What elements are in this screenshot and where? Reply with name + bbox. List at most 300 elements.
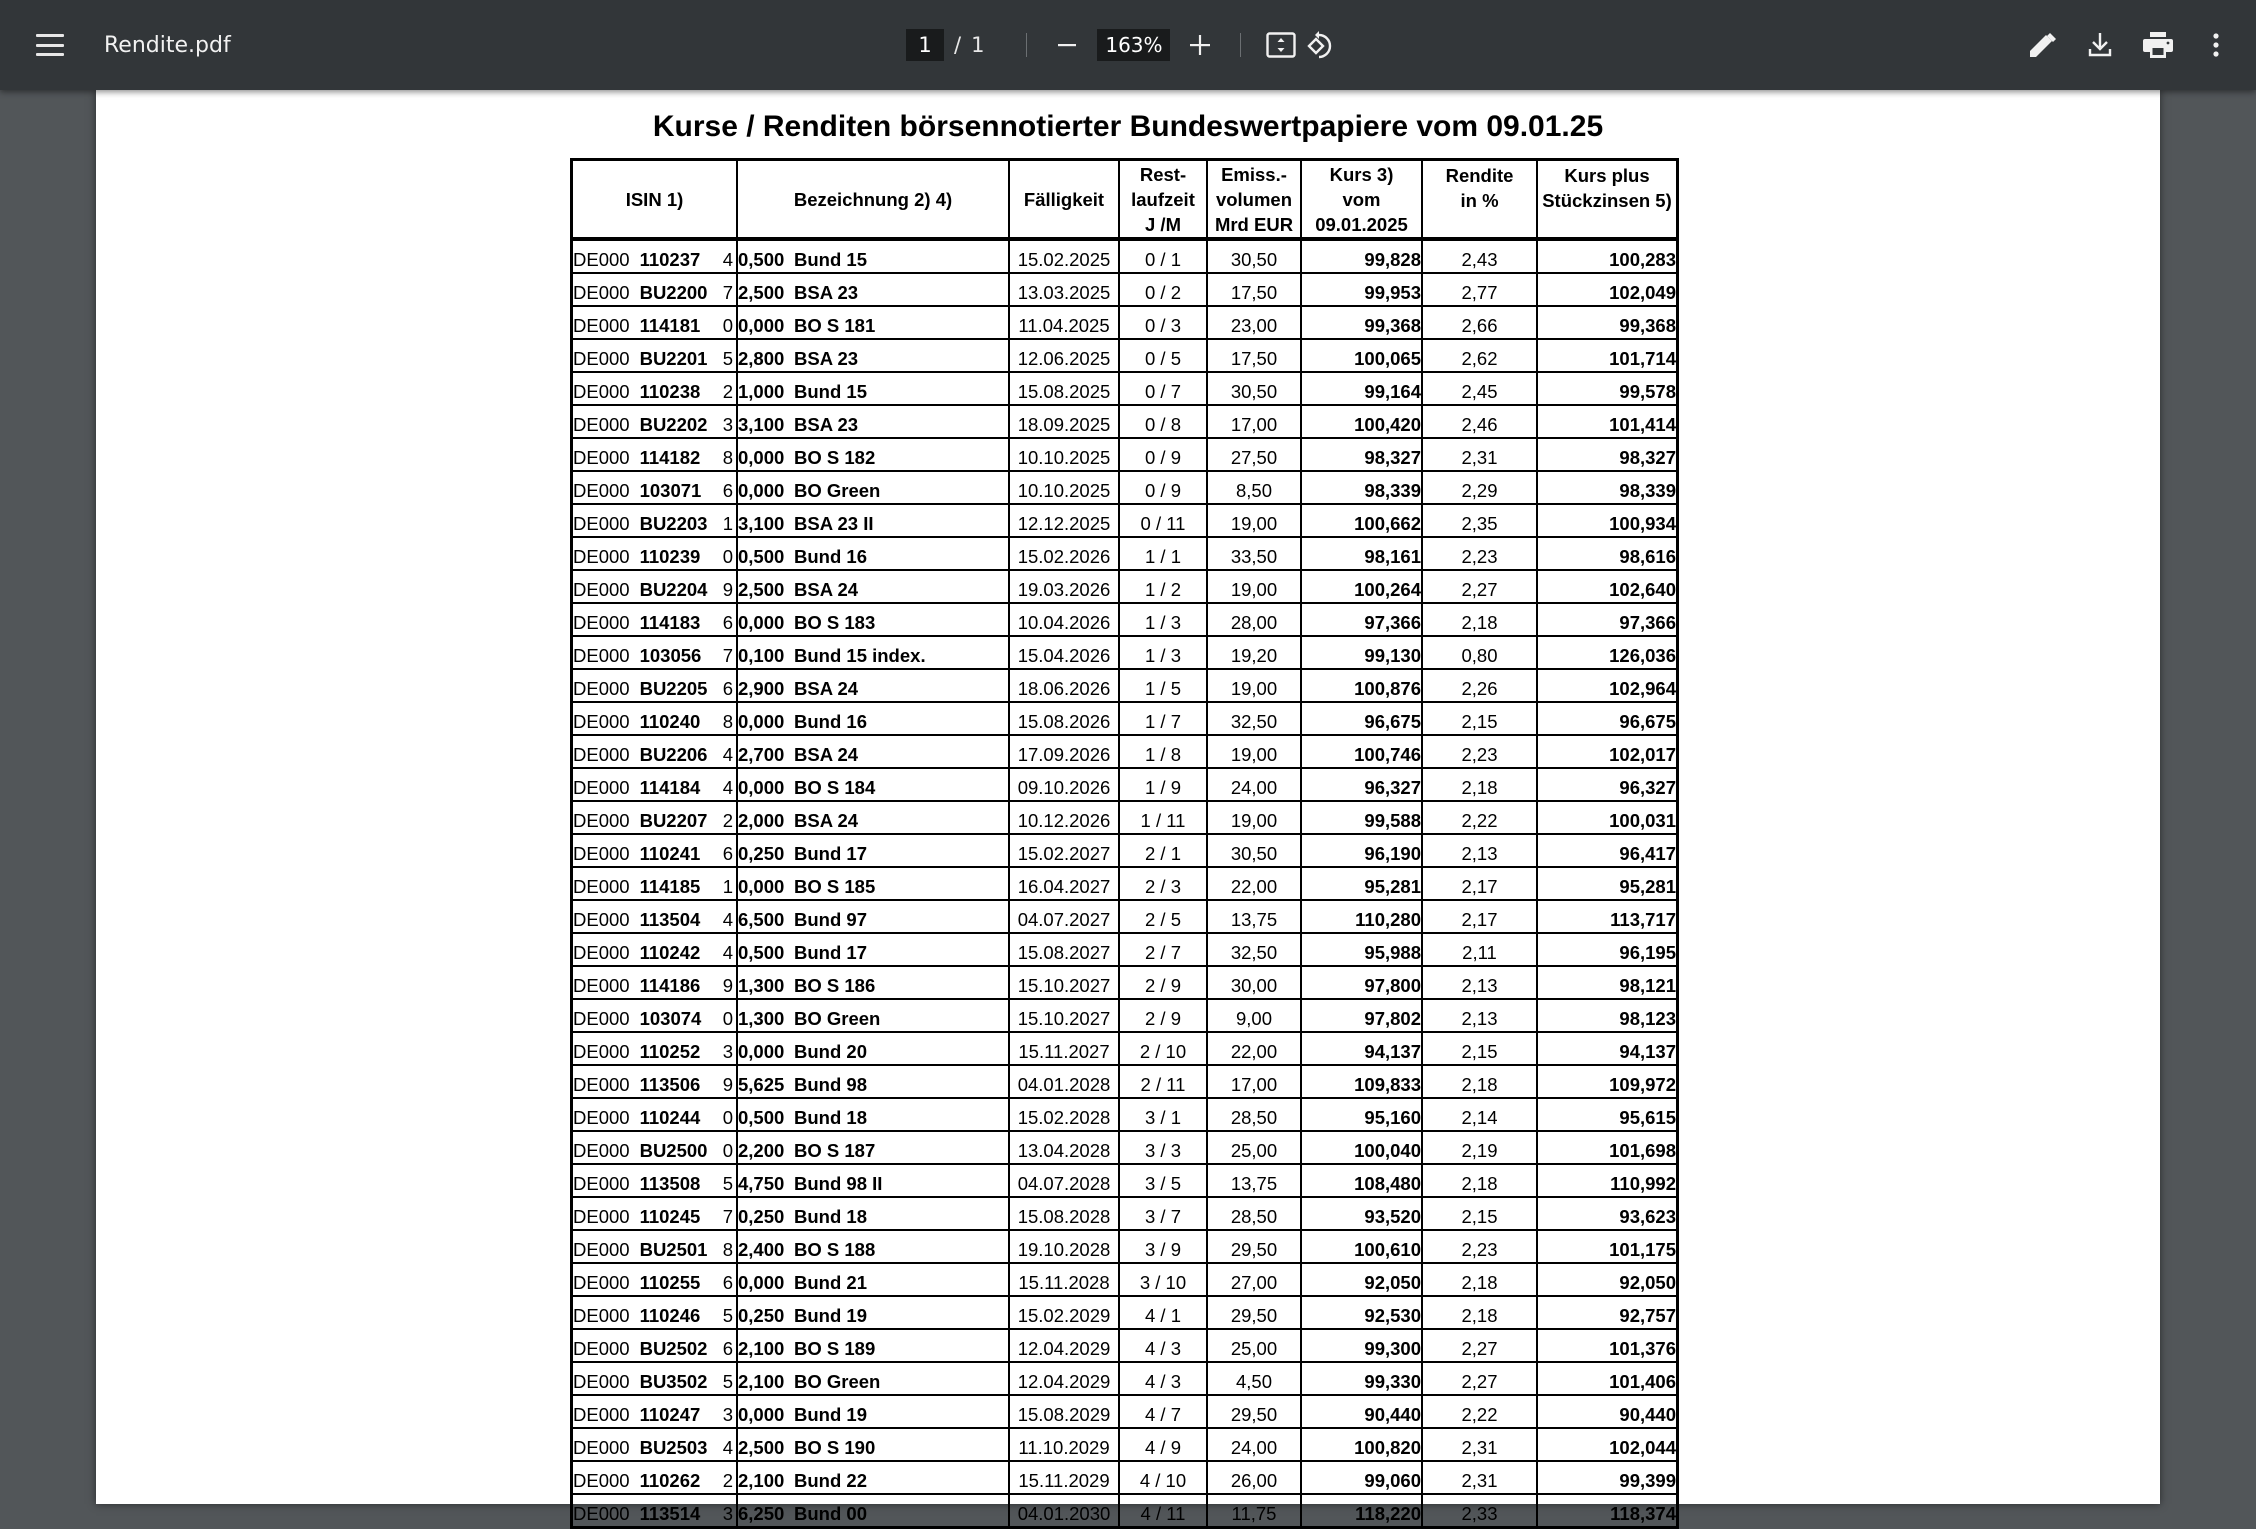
isin-check-digit: 3 — [722, 1404, 733, 1425]
cell-isin — [572, 239, 738, 273]
cell-isin — [572, 570, 738, 603]
hamburger-menu-icon[interactable] — [36, 34, 64, 56]
cell-yield: 2,31 — [1422, 438, 1537, 471]
coupon: 0,000 — [738, 777, 785, 798]
cell-price: 96,190 — [1301, 834, 1422, 867]
isin-check-digit: 2 — [722, 1470, 733, 1491]
header-line: laufzeit — [1131, 188, 1195, 210]
cell-issue-volume: 17,50 — [1207, 273, 1301, 306]
table-row — [572, 1461, 1678, 1494]
bond-name: Bund 19 — [794, 1305, 867, 1326]
table-row — [572, 1263, 1678, 1296]
cell-remaining-term: 2 / 9 — [1119, 966, 1207, 999]
cell-price: 99,588 — [1301, 801, 1422, 834]
cell-issue-volume: 27,00 — [1207, 1263, 1301, 1296]
cell-maturity: 19.03.2026 — [1009, 570, 1119, 603]
toolbar-divider — [1026, 33, 1027, 57]
cell-yield: 2,31 — [1422, 1428, 1537, 1461]
cell-isin — [572, 702, 738, 735]
cell-dirty-price: 102,640 — [1537, 570, 1678, 603]
table-row — [572, 603, 1678, 636]
cell-maturity: 04.01.2028 — [1009, 1065, 1119, 1098]
cell-isin — [572, 1428, 738, 1461]
page-total: 1 — [971, 33, 985, 57]
header-line: Kurs plus — [1564, 165, 1650, 186]
cell-yield: 2,35 — [1422, 504, 1537, 537]
cell-remaining-term: 2 / 11 — [1119, 1065, 1207, 1098]
header-isin: ISIN 1) — [572, 160, 738, 240]
header-line: Emiss.- — [1221, 163, 1287, 185]
rotate-button[interactable] — [1301, 25, 1341, 65]
bond-name: BO Green — [794, 1371, 881, 1392]
cell-remaining-term: 4 / 9 — [1119, 1428, 1207, 1461]
cell-issue-volume: 29,50 — [1207, 1395, 1301, 1428]
cell-remaining-term: 3 / 5 — [1119, 1164, 1207, 1197]
isin-code: BU2205 — [639, 678, 708, 699]
cell-yield: 2,18 — [1422, 1296, 1537, 1329]
cell-yield: 0,80 — [1422, 636, 1537, 669]
cell-price: 99,130 — [1301, 636, 1422, 669]
coupon: 0,000 — [738, 480, 785, 501]
cell-remaining-term: 0 / 9 — [1119, 438, 1207, 471]
cell-dirty-price: 96,327 — [1537, 768, 1678, 801]
bond-name: Bund 98 — [794, 1074, 867, 1095]
table-row — [572, 1032, 1678, 1065]
cell-isin — [572, 603, 738, 636]
cell-dirty-price: 101,698 — [1537, 1131, 1678, 1164]
table-row — [572, 1131, 1678, 1164]
bond-name: BSA 23 — [794, 282, 859, 303]
cell-price: 108,480 — [1301, 1164, 1422, 1197]
cell-issue-volume: 29,50 — [1207, 1296, 1301, 1329]
cell-issue-volume: 30,50 — [1207, 834, 1301, 867]
bond-name: BSA 23 — [794, 348, 859, 369]
cell-isin — [572, 1296, 738, 1329]
cell-issue-volume: 22,00 — [1207, 1032, 1301, 1065]
cell-maturity: 13.04.2028 — [1009, 1131, 1119, 1164]
table-row — [572, 1230, 1678, 1263]
cell-dirty-price: 101,175 — [1537, 1230, 1678, 1263]
isin-check-digit: 9 — [722, 579, 733, 600]
cell-bezeichnung — [737, 570, 1009, 603]
cell-remaining-term: 1 / 9 — [1119, 768, 1207, 801]
cell-price: 95,281 — [1301, 867, 1422, 900]
cell-remaining-term: 2 / 7 — [1119, 933, 1207, 966]
cell-issue-volume: 4,50 — [1207, 1362, 1301, 1395]
bond-name: Bund 17 — [794, 942, 867, 963]
rotate-counterclockwise-icon — [1306, 30, 1336, 60]
cell-yield: 2,22 — [1422, 801, 1537, 834]
coupon: 4,750 — [738, 1173, 785, 1194]
zoom-in-button[interactable] — [1180, 25, 1220, 65]
table-row — [572, 339, 1678, 372]
cell-yield: 2,15 — [1422, 702, 1537, 735]
pdf-page — [96, 90, 2160, 1524]
cell-remaining-term: 0 / 8 — [1119, 405, 1207, 438]
cell-issue-volume: 24,00 — [1207, 1428, 1301, 1461]
bond-name: Bund 16 — [794, 546, 867, 567]
cell-issue-volume: 19,00 — [1207, 669, 1301, 702]
isin-check-digit: 9 — [722, 975, 733, 996]
coupon: 0,000 — [738, 1272, 785, 1293]
bond-name: Bund 22 — [794, 1470, 867, 1491]
isin-code: 110238 — [639, 381, 701, 402]
cell-price: 100,610 — [1301, 1230, 1422, 1263]
cell-yield: 2,23 — [1422, 537, 1537, 570]
cell-bezeichnung — [737, 1098, 1009, 1131]
table-row — [572, 867, 1678, 900]
table-row — [572, 537, 1678, 570]
cell-dirty-price: 113,717 — [1537, 900, 1678, 933]
cell-price: 97,366 — [1301, 603, 1422, 636]
cell-maturity: 15.02.2028 — [1009, 1098, 1119, 1131]
isin-code: 110244 — [639, 1107, 701, 1128]
isin-check-digit: 7 — [722, 282, 733, 303]
table-row — [572, 1329, 1678, 1362]
cell-price: 110,280 — [1301, 900, 1422, 933]
isin-prefix: DE000 — [573, 480, 630, 501]
cell-dirty-price: 95,615 — [1537, 1098, 1678, 1131]
cell-isin — [572, 834, 738, 867]
isin-prefix: DE000 — [573, 1470, 630, 1491]
cell-dirty-price: 98,123 — [1537, 999, 1678, 1032]
cell-yield: 2,11 — [1422, 933, 1537, 966]
coupon: 2,000 — [738, 810, 785, 831]
cell-remaining-term: 0 / 9 — [1119, 471, 1207, 504]
bond-name: BSA 24 — [794, 810, 859, 831]
cell-remaining-term: 1 / 1 — [1119, 537, 1207, 570]
isin-prefix: DE000 — [573, 315, 630, 336]
isin-prefix: DE000 — [573, 348, 630, 369]
cell-isin — [572, 1098, 738, 1131]
download-button[interactable] — [2080, 25, 2120, 65]
table-row — [572, 1164, 1678, 1197]
cell-remaining-term: 3 / 3 — [1119, 1131, 1207, 1164]
cell-issue-volume: 9,00 — [1207, 999, 1301, 1032]
cell-yield: 2,29 — [1422, 471, 1537, 504]
isin-check-digit: 0 — [722, 1107, 733, 1128]
isin-check-digit: 6 — [722, 1272, 733, 1293]
cell-isin — [572, 339, 738, 372]
cell-price: 100,876 — [1301, 669, 1422, 702]
cell-yield: 2,15 — [1422, 1197, 1537, 1230]
isin-prefix: DE000 — [573, 843, 630, 864]
coupon: 6,250 — [738, 1503, 785, 1524]
cell-remaining-term: 0 / 11 — [1119, 504, 1207, 537]
cell-bezeichnung — [737, 1461, 1009, 1494]
isin-prefix: DE000 — [573, 777, 630, 798]
isin-check-digit: 1 — [722, 876, 733, 897]
bond-name: BO Green — [794, 480, 881, 501]
table-row — [572, 504, 1678, 537]
header-faelligkeit: Fälligkeit — [1009, 160, 1119, 240]
isin-prefix: DE000 — [573, 249, 630, 270]
cell-issue-volume: 22,00 — [1207, 867, 1301, 900]
cell-remaining-term: 4 / 3 — [1119, 1329, 1207, 1362]
cell-maturity: 18.06.2026 — [1009, 669, 1119, 702]
cell-bezeichnung — [737, 669, 1009, 702]
print-button[interactable] — [2138, 25, 2178, 65]
cell-issue-volume: 19,20 — [1207, 636, 1301, 669]
cell-bezeichnung — [737, 735, 1009, 768]
isin-code: 103056 — [639, 645, 702, 666]
cell-maturity: 12.12.2025 — [1009, 504, 1119, 537]
cell-maturity: 15.08.2025 — [1009, 372, 1119, 405]
cell-issue-volume: 23,00 — [1207, 306, 1301, 339]
bond-table — [570, 158, 1679, 1529]
isin-check-digit: 3 — [722, 1041, 733, 1062]
cell-maturity: 15.08.2028 — [1009, 1197, 1119, 1230]
cell-bezeichnung — [737, 1395, 1009, 1428]
table-row — [572, 966, 1678, 999]
bond-name: BSA 24 — [794, 678, 859, 699]
cell-dirty-price: 96,195 — [1537, 933, 1678, 966]
cell-issue-volume: 28,50 — [1207, 1098, 1301, 1131]
isin-code: BU2204 — [639, 579, 708, 600]
table-row — [572, 372, 1678, 405]
cell-issue-volume: 24,00 — [1207, 768, 1301, 801]
cell-bezeichnung — [737, 273, 1009, 306]
cell-issue-volume: 25,00 — [1207, 1131, 1301, 1164]
page-number-input[interactable]: 1 — [906, 29, 944, 61]
cell-price: 118,220 — [1301, 1494, 1422, 1528]
cell-issue-volume: 30,00 — [1207, 966, 1301, 999]
coupon: 2,100 — [738, 1338, 785, 1359]
table-row — [572, 1428, 1678, 1461]
toolbar-right — [2022, 0, 2236, 90]
coupon: 0,250 — [738, 1305, 785, 1326]
isin-check-digit: 5 — [722, 348, 733, 369]
cell-remaining-term: 4 / 11 — [1119, 1494, 1207, 1528]
cell-maturity: 15.10.2027 — [1009, 999, 1119, 1032]
bond-name: BSA 23 — [794, 414, 859, 435]
header-bezeichnung: Bezeichnung 2) 4) — [737, 160, 1009, 240]
isin-prefix: DE000 — [573, 414, 630, 435]
cell-remaining-term: 1 / 11 — [1119, 801, 1207, 834]
cell-yield: 2,19 — [1422, 1131, 1537, 1164]
isin-prefix: DE000 — [573, 612, 630, 633]
cell-isin — [572, 1032, 738, 1065]
cell-remaining-term: 0 / 2 — [1119, 273, 1207, 306]
more-vertical-icon — [2211, 32, 2221, 58]
table-row — [572, 702, 1678, 735]
bond-name: BO Green — [794, 1008, 881, 1029]
cell-bezeichnung — [737, 834, 1009, 867]
isin-prefix: DE000 — [573, 1338, 630, 1359]
isin-check-digit: 4 — [722, 777, 733, 798]
isin-prefix: DE000 — [573, 1272, 630, 1293]
header-line: Stückzinsen 5) — [1542, 190, 1672, 211]
cell-dirty-price: 110,992 — [1537, 1164, 1678, 1197]
cell-issue-volume: 30,50 — [1207, 239, 1301, 273]
table-row — [572, 768, 1678, 801]
fit-to-page-button[interactable] — [1261, 25, 1301, 65]
cell-dirty-price: 101,376 — [1537, 1329, 1678, 1362]
cell-bezeichnung — [737, 867, 1009, 900]
isin-prefix: DE000 — [573, 942, 630, 963]
table-row — [572, 801, 1678, 834]
isin-prefix: DE000 — [573, 447, 630, 468]
coupon: 0,000 — [738, 876, 785, 897]
cell-remaining-term: 4 / 1 — [1119, 1296, 1207, 1329]
isin-prefix: DE000 — [573, 975, 630, 996]
cell-isin — [572, 1329, 738, 1362]
table-row — [572, 273, 1678, 306]
table-row — [572, 735, 1678, 768]
cell-dirty-price: 93,623 — [1537, 1197, 1678, 1230]
coupon: 0,500 — [738, 249, 785, 270]
cell-price: 98,327 — [1301, 438, 1422, 471]
pdf-viewer-toolbar — [0, 0, 2256, 90]
cell-remaining-term: 1 / 7 — [1119, 702, 1207, 735]
annotate-button[interactable] — [2022, 25, 2062, 65]
isin-check-digit: 6 — [722, 480, 733, 501]
isin-code: 114185 — [639, 876, 701, 897]
isin-prefix: DE000 — [573, 1041, 630, 1062]
cell-isin — [572, 1461, 738, 1494]
cell-dirty-price: 97,366 — [1537, 603, 1678, 636]
cell-price: 99,164 — [1301, 372, 1422, 405]
coupon: 0,000 — [738, 1041, 785, 1062]
table-row — [572, 999, 1678, 1032]
zoom-level-input[interactable]: 163% — [1097, 29, 1170, 61]
isin-prefix: DE000 — [573, 1305, 630, 1326]
isin-code: BU2200 — [639, 282, 708, 303]
header-line: Rendite — [1445, 165, 1514, 186]
coupon: 0,100 — [738, 645, 785, 666]
cell-issue-volume: 19,00 — [1207, 801, 1301, 834]
cell-dirty-price: 98,339 — [1537, 471, 1678, 504]
cell-yield: 2,27 — [1422, 1362, 1537, 1395]
cell-isin — [572, 471, 738, 504]
cell-isin — [572, 900, 738, 933]
isin-code: 110240 — [639, 711, 701, 732]
cell-remaining-term: 4 / 7 — [1119, 1395, 1207, 1428]
cell-maturity: 15.02.2027 — [1009, 834, 1119, 867]
cell-price: 100,662 — [1301, 504, 1422, 537]
cell-price: 96,675 — [1301, 702, 1422, 735]
cell-price: 99,300 — [1301, 1329, 1422, 1362]
bond-name: BO S 181 — [794, 315, 876, 336]
cell-issue-volume: 17,50 — [1207, 339, 1301, 372]
isin-prefix: DE000 — [573, 1437, 630, 1458]
isin-check-digit: 6 — [722, 843, 733, 864]
isin-code: 114182 — [639, 447, 701, 468]
isin-code: 113504 — [639, 909, 701, 930]
toolbar-center — [906, 0, 1341, 90]
cell-isin — [572, 933, 738, 966]
coupon: 2,100 — [738, 1470, 785, 1491]
isin-check-digit: 4 — [722, 249, 733, 270]
isin-prefix: DE000 — [573, 678, 630, 699]
cell-bezeichnung — [737, 768, 1009, 801]
cell-dirty-price: 92,757 — [1537, 1296, 1678, 1329]
cell-yield: 2,31 — [1422, 1461, 1537, 1494]
bond-name: Bund 15 index. — [794, 645, 926, 666]
cell-dirty-price: 98,121 — [1537, 966, 1678, 999]
coupon: 5,625 — [738, 1074, 785, 1095]
isin-code: 114184 — [639, 777, 701, 798]
cell-remaining-term: 1 / 5 — [1119, 669, 1207, 702]
isin-prefix: DE000 — [573, 1074, 630, 1095]
download-icon — [2088, 32, 2112, 58]
cell-remaining-term: 0 / 3 — [1119, 306, 1207, 339]
cell-yield: 2,27 — [1422, 1329, 1537, 1362]
zoom-out-button[interactable] — [1047, 25, 1087, 65]
table-row — [572, 669, 1678, 702]
isin-check-digit: 2 — [722, 810, 733, 831]
cell-yield: 2,18 — [1422, 1065, 1537, 1098]
cell-remaining-term: 3 / 10 — [1119, 1263, 1207, 1296]
cell-yield: 2,33 — [1422, 1494, 1537, 1528]
cell-remaining-term: 2 / 9 — [1119, 999, 1207, 1032]
cell-yield: 2,18 — [1422, 768, 1537, 801]
cell-dirty-price: 102,049 — [1537, 273, 1678, 306]
coupon: 3,100 — [738, 414, 785, 435]
isin-prefix: DE000 — [573, 909, 630, 930]
cell-remaining-term: 2 / 10 — [1119, 1032, 1207, 1065]
coupon: 2,900 — [738, 678, 785, 699]
cell-bezeichnung — [737, 603, 1009, 636]
coupon: 2,200 — [738, 1140, 785, 1161]
cell-remaining-term: 2 / 1 — [1119, 834, 1207, 867]
cell-maturity: 04.07.2027 — [1009, 900, 1119, 933]
cell-remaining-term: 0 / 7 — [1119, 372, 1207, 405]
cell-isin — [572, 504, 738, 537]
cell-bezeichnung — [737, 966, 1009, 999]
cell-yield: 2,77 — [1422, 273, 1537, 306]
cell-remaining-term: 1 / 3 — [1119, 636, 1207, 669]
cell-dirty-price: 99,368 — [1537, 306, 1678, 339]
cell-issue-volume: 32,50 — [1207, 933, 1301, 966]
cell-issue-volume: 19,00 — [1207, 504, 1301, 537]
isin-code: 114181 — [639, 315, 701, 336]
cell-remaining-term: 3 / 1 — [1119, 1098, 1207, 1131]
bond-name: BO S 182 — [794, 447, 876, 468]
isin-check-digit: 7 — [722, 1206, 733, 1227]
more-options-button[interactable] — [2196, 25, 2236, 65]
isin-check-digit: 2 — [722, 381, 733, 402]
cell-bezeichnung — [737, 438, 1009, 471]
isin-check-digit: 7 — [722, 645, 733, 666]
isin-prefix: DE000 — [573, 1404, 630, 1425]
coupon: 0,250 — [738, 1206, 785, 1227]
isin-prefix: DE000 — [573, 282, 630, 303]
isin-prefix: DE000 — [573, 579, 630, 600]
header-restlaufzeit — [1119, 160, 1207, 240]
cell-dirty-price: 96,675 — [1537, 702, 1678, 735]
bond-name: Bund 21 — [794, 1272, 867, 1293]
coupon: 0,000 — [738, 1404, 785, 1425]
cell-price: 92,050 — [1301, 1263, 1422, 1296]
cell-yield: 2,27 — [1422, 570, 1537, 603]
cell-issue-volume: 28,00 — [1207, 603, 1301, 636]
isin-prefix: DE000 — [573, 1008, 630, 1029]
header-line: vom — [1342, 188, 1381, 210]
isin-code: 110239 — [639, 546, 701, 567]
bond-name: Bund 15 — [794, 249, 867, 270]
cell-isin — [572, 867, 738, 900]
table-row — [572, 933, 1678, 966]
minus-icon — [1057, 35, 1077, 55]
isin-check-digit: 8 — [722, 1239, 733, 1260]
cell-bezeichnung — [737, 801, 1009, 834]
bond-name: Bund 19 — [794, 1404, 867, 1425]
cell-isin — [572, 1164, 738, 1197]
isin-check-digit: 0 — [722, 1008, 733, 1029]
cell-price: 94,137 — [1301, 1032, 1422, 1065]
cell-bezeichnung — [737, 1230, 1009, 1263]
